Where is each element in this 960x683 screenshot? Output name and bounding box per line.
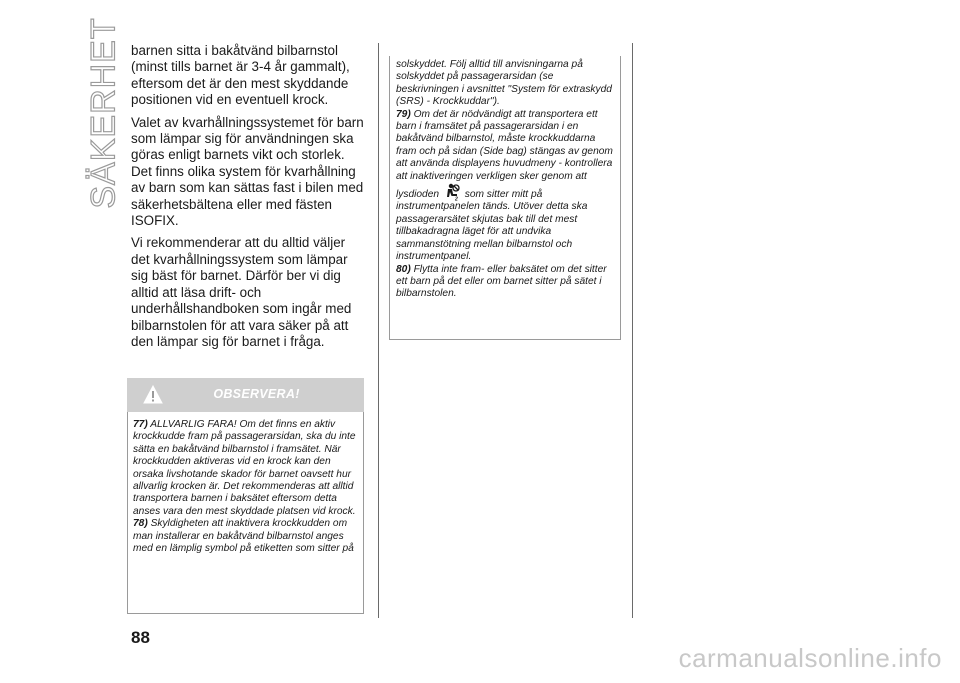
paragraph: barnen sitta i bakåtvänd bilbarnstol (minst tills barnet är 3-4 år gammalt), eftersom det är den mest skyddande positionen vid en eventuell krock. [131,43,350,108]
warning-header [127,378,364,412]
note-text: Skyldigheten att inaktivera krockkudden om man installerar en bakåtvänd bilbarnstol anges med en lämplig symbol på etiketten som sitter på [133,518,354,555]
note-number: 80) [396,263,411,275]
column-divider [632,43,633,618]
page-number: 88 [131,628,150,647]
column-divider [378,43,379,618]
note-number: 77) [133,419,148,430]
warning-box [127,378,364,614]
note-78 [133,518,360,555]
note-text: som sitter mitt på instrumentpanelen tänds. Utöver detta ska passagerarsätet skjutas bak till det mest tillbakadragna läget för att undvika sammanstötning mellan bilbarnstol och instrumentpanel. [396,189,588,263]
note-number: 79) [396,108,411,120]
note-text: Flytta inte fram- eller baksätet om det sitter ett barn på det eller om barnet sitter på sätet i bilbarnstolen. [396,263,607,300]
warning-body [127,412,364,614]
note-text: ALLVARLIG FARA! Om det finns en aktiv krockkudde fram på passagerarsidan, ska du inte sätta en bakåtvänd bilbarnstol i framsätet. När krockkudden aktiveras vid en krock kan den orsaka livshotande skador för barnet oavsett hur allvarlig krocken är. Det rekommenderas att alltid transportera barnen i baksätet eftersom detta anses vara den mest skyddade platsen vid krock. [133,419,356,517]
note-80 [396,264,616,301]
note-text: Om det är nödvändigt att transportera ett barn i framsätet på passagerarsidan i en bakåtvänd bilbarnstol, måste krockkuddarna fram och på sidan (Side bag) stängas av genom att använda displayens huvudmeny - kontrollera att inaktiveringen verkligen sker genom att lysdioden [396,108,613,201]
note-77 [133,419,360,518]
warning-title: OBSERVERA! [213,387,300,401]
paragraph: Valet av kvarhållningssystemet för barn som lämpar sig för användningen ska göras enligt barnets vikt och storlek. Det finns olika system för kvarhållning av barn som kan sättas fast i bilen med säkerhetsbältena eller med fästen ISOFIX. [131,114,364,229]
note-78-continued: solskyddet. Följ alltid till anvisningarna på solskyddet på passagerarsidan (se beskrivningen i avsnittet "System för extraskydd (SRS) - Krockkuddar"). [396,59,612,108]
paragraph: Vi rekommenderar att du alltid väljer det kvarhållningssystem som lämpar sig bäst för barnet. Därför ber vi dig alltid att läsa drift- och underhållshandboken som ingår med bilbarnstolen för att vara säker på att den lämpar sig för barnet i fråga. [131,235,352,349]
note-number: 78) [133,518,148,530]
airbag-off-icon [444,183,460,201]
main-text-column [131,43,367,356]
svg-text:2: 2 [454,196,458,202]
section-title: SÄKERHET [84,17,123,209]
watermark: carmanualsonline.info [678,643,942,673]
note-79 [396,109,616,264]
warning-box-continued [389,56,621,340]
